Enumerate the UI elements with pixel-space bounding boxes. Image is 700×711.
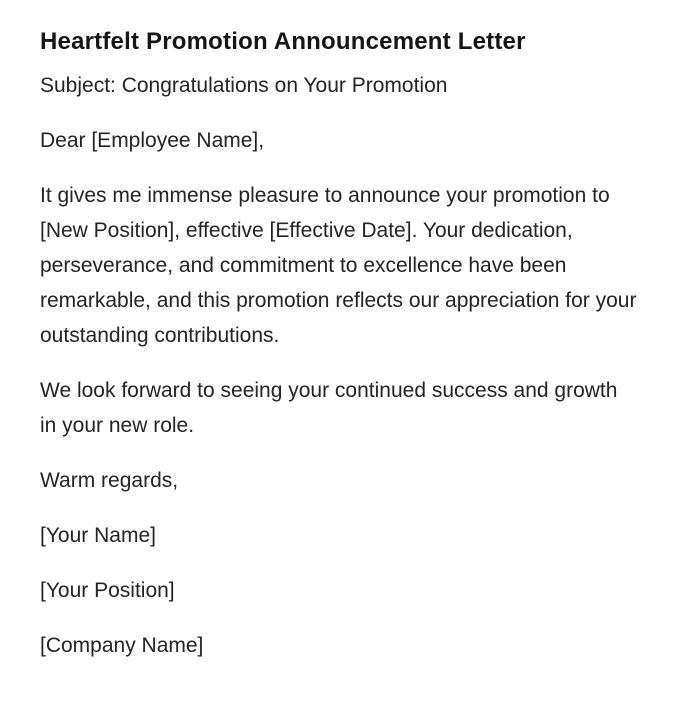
signature-position-placeholder: [Your Position] [40,579,175,602]
signature-name-placeholder: [Your Name] [40,524,156,547]
letter-title: Heartfelt Promotion Announcement Letter [40,28,526,55]
signature-company-placeholder: [Company Name] [40,634,204,657]
letter-closing: Warm regards, [40,469,179,492]
letter-subject-line: Subject: Congratulations on Your Promotion [40,74,448,97]
letter-body-paragraph: We look forward to seeing your continued success and growth in your new role. [40,379,618,437]
letter-salutation: Dear [Employee Name], [40,129,265,152]
letter-body-paragraph: It gives me immense pleasure to announce your promotion to [New Position], effective [Effective Date]. Your dedication, perseverance, and commitment to excellence have been remarkable, and this promotion reflects our appreciation for your outstanding contributions. [40,184,637,347]
